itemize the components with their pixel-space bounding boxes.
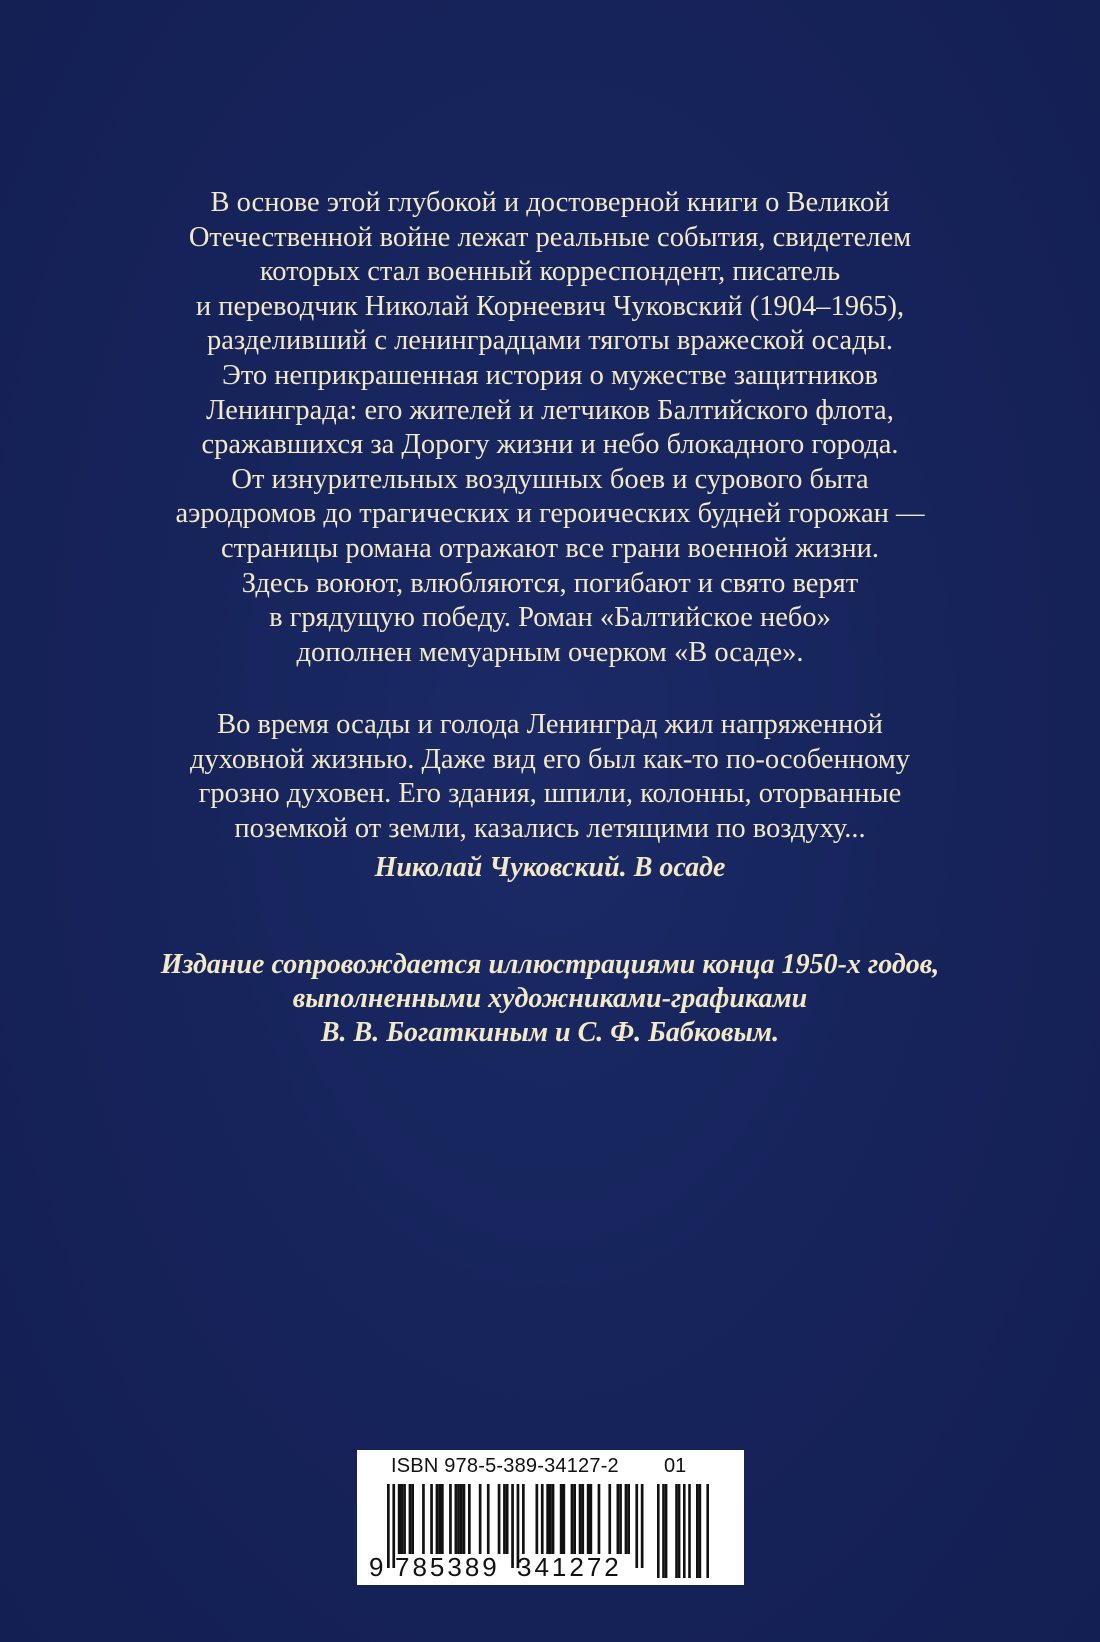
barcode-bar	[587, 1484, 590, 1554]
annotation-line: дополнен мемуарным очерком «В осаде».	[296, 636, 804, 668]
barcode-bar	[581, 1484, 584, 1554]
barcode-bar	[571, 1484, 574, 1554]
edition-line: выполненными художниками-графиками	[292, 983, 808, 1014]
barcode-bar	[546, 1484, 549, 1554]
quote-line: Во время осады и голода Ленинград жил напряженной	[217, 709, 883, 740]
barcode-bar	[511, 1484, 514, 1568]
book-annotation	[70, 186, 1030, 670]
barcode-addon-bar	[699, 1484, 702, 1578]
barcode-bar	[403, 1484, 406, 1554]
barcode-bar	[460, 1484, 463, 1554]
barcode-bar	[625, 1484, 628, 1554]
annotation-line: разделивший с ленинградцами тяготы вражеской осады.	[207, 325, 893, 357]
annotation-line: Это неприкрашенная история о мужестве защитников	[222, 359, 878, 391]
edition-line: Издание сопровождается иллюстрациями конца 1950-х годов,	[160, 949, 940, 980]
barcode-bar	[498, 1484, 501, 1554]
barcode-bar	[411, 1484, 414, 1554]
barcode-addon-bar	[665, 1484, 668, 1578]
barcode-bar	[449, 1484, 452, 1554]
barcode-bar	[422, 1484, 425, 1554]
barcode-bar	[398, 1484, 401, 1554]
barcode-bar	[436, 1484, 439, 1554]
isbn-number: ISBN 978-5-389-34127-2	[391, 1455, 619, 1477]
barcode-bar	[563, 1484, 566, 1554]
barcode-digits-right: 341272	[517, 1552, 622, 1582]
barcode-bar	[549, 1484, 552, 1554]
barcode-bar	[598, 1484, 601, 1554]
barcode-bar	[641, 1484, 644, 1568]
annotation-line: В основе этой глубокой и достоверной книги о Великой	[210, 187, 890, 218]
barcode-bar	[608, 1484, 611, 1554]
barcode-bar	[506, 1484, 509, 1554]
annotation-line: в грядущую победу. Роман «Балтийское небо»	[269, 602, 831, 634]
edition-line: В. В. Богаткиным и С. Ф. Бабковым.	[320, 1017, 780, 1048]
barcode-bar	[635, 1484, 638, 1568]
annotation-line: От изнурительных воздушных боев и сурового быта	[231, 463, 869, 495]
annotation-line: Отечественной войне лежат реальные события, свидетелем	[188, 221, 912, 253]
barcode-bar	[617, 1484, 620, 1554]
barcode-addon-bar	[657, 1484, 660, 1578]
annotation-line: и переводчик Николай Корнеевич Чуковский (1904–1965),	[195, 290, 905, 322]
barcode-addon-bar	[688, 1484, 691, 1578]
barcode-bar	[457, 1484, 460, 1554]
annotation-line: Здесь воюют, влюбляются, погибают и свято верят	[241, 567, 859, 599]
barcode-bar	[552, 1484, 555, 1554]
annotation-line: которых стал военный корреспондент, писатель	[259, 256, 841, 288]
barcode-addon-bar	[706, 1484, 709, 1578]
annotation-line: страницы романа отражают все грани военной жизни.	[220, 532, 880, 564]
barcode-bar	[573, 1484, 576, 1554]
barcode-addon-bar	[675, 1484, 678, 1578]
barcode-bar	[468, 1484, 471, 1554]
barcode-bar	[560, 1484, 563, 1554]
barcode-bar	[455, 1484, 458, 1554]
isbn-addon: 01	[664, 1455, 687, 1477]
barcode-bar	[401, 1484, 404, 1554]
barcode-bar	[479, 1484, 482, 1554]
barcode-addon-bar	[696, 1484, 699, 1578]
edition-note	[70, 948, 1030, 1050]
quote-block	[70, 708, 1030, 885]
barcode-bar	[503, 1484, 506, 1554]
annotation-line: сражавшихся за Дорогу жизни и небо блокадного города.	[201, 429, 899, 461]
barcode-bar	[536, 1484, 539, 1554]
barcode-addon-bar	[683, 1484, 686, 1578]
annotation-line: Ленинграда: его жителей и летчиков Балтийского флота,	[206, 394, 894, 426]
barcode-bar	[590, 1484, 593, 1554]
barcode-bar	[487, 1484, 490, 1554]
quote-line: грозно духовен. Его здания, шпили, колонны, оторванные	[198, 778, 902, 810]
barcode-bar	[387, 1484, 390, 1568]
barcode-digits-left: 785389	[395, 1552, 500, 1582]
barcode-bar	[522, 1484, 525, 1554]
barcode-bar	[430, 1484, 433, 1554]
isbn-barcode	[357, 1450, 744, 1585]
barcode-bar	[409, 1484, 412, 1554]
barcode-bar	[579, 1484, 582, 1554]
barcode-bar	[619, 1484, 622, 1554]
barcode-bar	[541, 1484, 544, 1554]
quote-line: духовной жизнью. Даже вид его был как-то по-особенному	[190, 743, 910, 775]
quote-line: поземкой от земли, казались летящими по воздуху...	[234, 812, 866, 844]
quote-attribution: Николай Чуковский. В осаде	[374, 852, 726, 884]
barcode-addon-bar	[678, 1484, 681, 1578]
barcode-bar	[627, 1484, 630, 1554]
barcode-bar	[463, 1484, 466, 1554]
barcode-bar	[438, 1484, 441, 1554]
barcode-digit-lead: 9	[369, 1552, 387, 1582]
barcode-bar	[441, 1484, 444, 1554]
annotation-line: аэродромов до трагических и героических будней горожан —	[175, 498, 925, 530]
barcode-addon-bar	[662, 1484, 665, 1578]
